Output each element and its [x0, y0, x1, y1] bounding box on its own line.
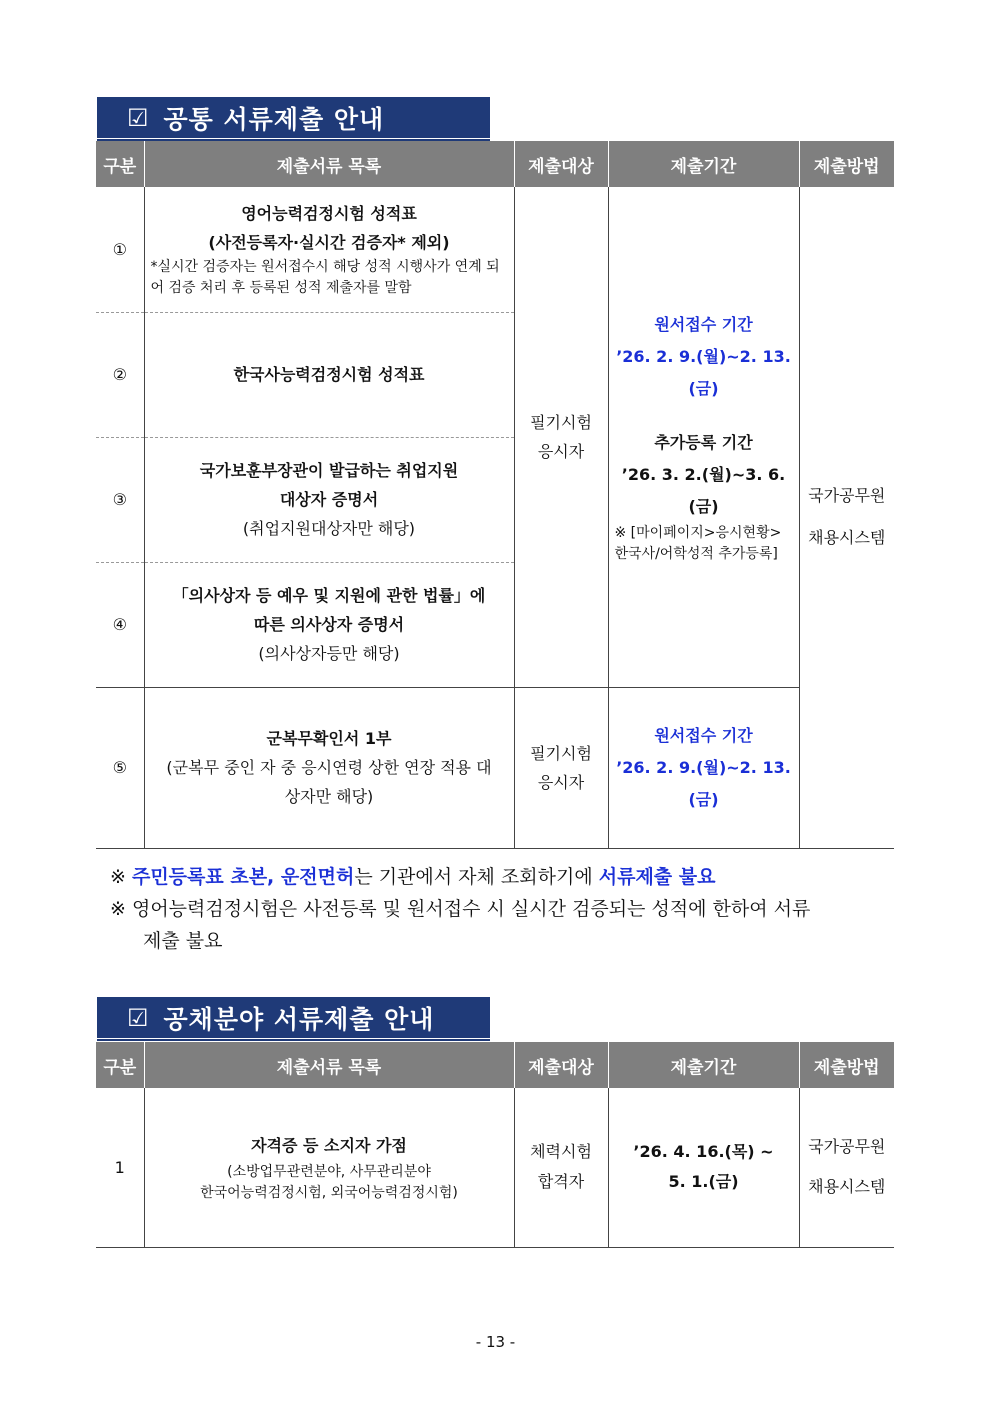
document-cell — [144, 312, 514, 437]
period-cell — [608, 187, 799, 687]
period-date-application: ’26. 2. 9.(월)~2. 13.(금) — [616, 757, 791, 809]
header-category: 구분 — [96, 141, 144, 187]
document-title: 「의사상자 등 예우 및 지원에 관한 법률」에 — [172, 586, 486, 605]
document-cell — [144, 187, 514, 312]
document-cell — [144, 687, 514, 848]
note-2-line1: 영어능력검정시험은 사전등록 및 원서접수 시 실시간 검증되는 성적에 한하여 서류 — [131, 898, 811, 920]
header-document-list: 제출서류 목록 — [144, 1042, 514, 1088]
period-cell — [608, 1088, 799, 1247]
section2-title-text: 공채분야 서류제출 안내 — [163, 1004, 435, 1034]
target-cell — [514, 1088, 608, 1247]
header-method: 제출방법 — [799, 1042, 894, 1088]
target-cell — [514, 687, 608, 848]
document-sub-1: (소방업무관련분야, 사무관리분야 — [227, 1164, 431, 1181]
note-2-line2: 제출 불요 — [143, 930, 223, 952]
checkbox-icon: ☑ — [127, 1003, 150, 1032]
common-documents-table — [96, 141, 894, 849]
target-line1: 체력시험 — [530, 1142, 592, 1162]
period-line2: 5. 1.(금) — [668, 1172, 739, 1192]
document-title-sub: 따른 의사상자 증명서 — [253, 615, 405, 634]
section1-title — [97, 97, 490, 138]
method-line1: 국가공무원 — [808, 1137, 886, 1157]
method-cell — [799, 187, 894, 848]
period-cell — [608, 687, 799, 848]
note-2 — [110, 893, 900, 925]
note-1-highlight-2: 서류제출 불요 — [598, 866, 716, 888]
target-text: 필기시험 응시자 — [530, 412, 592, 461]
recruitment-documents-table — [96, 1042, 894, 1248]
period-note: ※ [마이페이지>응시현황> 한국사/어학성적 추가등록] — [614, 524, 782, 562]
header-method: 제출방법 — [799, 141, 894, 187]
note-1-highlight: 주민등록표 초본, 운전면허 — [131, 866, 355, 888]
section1-title-text: 공통 서류제출 안내 — [163, 104, 385, 134]
row-number: ④ — [96, 562, 144, 687]
document-title: 한국사능력검정시험 성적표 — [233, 365, 425, 384]
period-date-additional: ’26. 3. 2.(월)~3. 6.(금) — [621, 464, 786, 516]
document-title: 영어능력검정시험 성적표 — [241, 204, 417, 224]
period-line1: ’26. 4. 16.(목) ~ — [633, 1142, 774, 1162]
header-document-list: 제출서류 목록 — [144, 141, 514, 187]
row-number: ① — [96, 187, 144, 312]
period-date-application: ’26. 2. 9.(월)~2. 13.(금) — [616, 346, 791, 398]
document-sub-2: 한국어능력검정시험, 외국어능력검정시험) — [200, 1185, 458, 1202]
note-1 — [110, 861, 900, 893]
header-period: 제출기간 — [608, 1042, 799, 1088]
note-1-text: 는 기관에서 자체 조회하기에 — [354, 866, 593, 888]
header-category: 구분 — [96, 1042, 144, 1088]
table-row — [96, 687, 894, 848]
header-target: 제출대상 — [514, 1042, 608, 1088]
header-target: 제출대상 — [514, 141, 608, 187]
page-number: - 13 - — [475, 1333, 516, 1351]
document-title-sub: 대상자 증명서 — [279, 490, 379, 509]
method-line1: 국가공무원 — [808, 486, 886, 506]
method-line2: 채용시스템 — [808, 528, 886, 548]
note-mark: ※ — [110, 898, 126, 920]
row-number: ② — [96, 312, 144, 437]
table-row — [96, 1088, 894, 1247]
document-title: 군복무확인서 1부 — [266, 729, 392, 748]
document-cell — [144, 1088, 514, 1247]
period-label-application: 원서접수 기간 — [654, 314, 753, 334]
target-cell — [514, 187, 608, 687]
target-line2: 합격자 — [537, 1172, 585, 1192]
document-title: 자격증 등 소지자 가점 — [251, 1136, 407, 1156]
period-label-application: 원서접수 기간 — [654, 725, 753, 745]
row-number: ⑤ — [96, 687, 144, 848]
document-cell — [144, 562, 514, 687]
row-number: ③ — [96, 437, 144, 562]
checkbox-icon: ☑ — [127, 103, 150, 132]
note-mark: ※ — [110, 866, 126, 888]
header-period: 제출기간 — [608, 141, 799, 187]
document-sub: (의사상자등만 해당) — [258, 644, 400, 663]
period-label-additional: 추가등록 기간 — [654, 432, 753, 452]
notes — [110, 861, 900, 957]
table-row — [96, 187, 894, 312]
target-text: 필기시험 응시자 — [530, 743, 592, 792]
section2-title — [97, 997, 490, 1038]
document-title: 국가보훈부장관이 발급하는 취업지원 — [199, 461, 459, 480]
document-cell — [144, 437, 514, 562]
document-sub: (취업지원대상자만 해당) — [242, 519, 416, 538]
method-cell — [799, 1088, 894, 1247]
document-sub: (군복무 중인 자 중 응시연령 상한 연장 적용 대상자만 해당) — [166, 758, 492, 806]
document-note: *실시간 검증자는 원서접수시 해당 성적 시행사가 연계 되어 검증 처리 후 등록된 성적 제출자를 말함 — [150, 259, 500, 297]
row-number: 1 — [96, 1088, 144, 1247]
document-title-sub: (사전등록자·실시간 검증자* 제외) — [208, 233, 450, 253]
method-line2: 채용시스템 — [808, 1177, 886, 1197]
